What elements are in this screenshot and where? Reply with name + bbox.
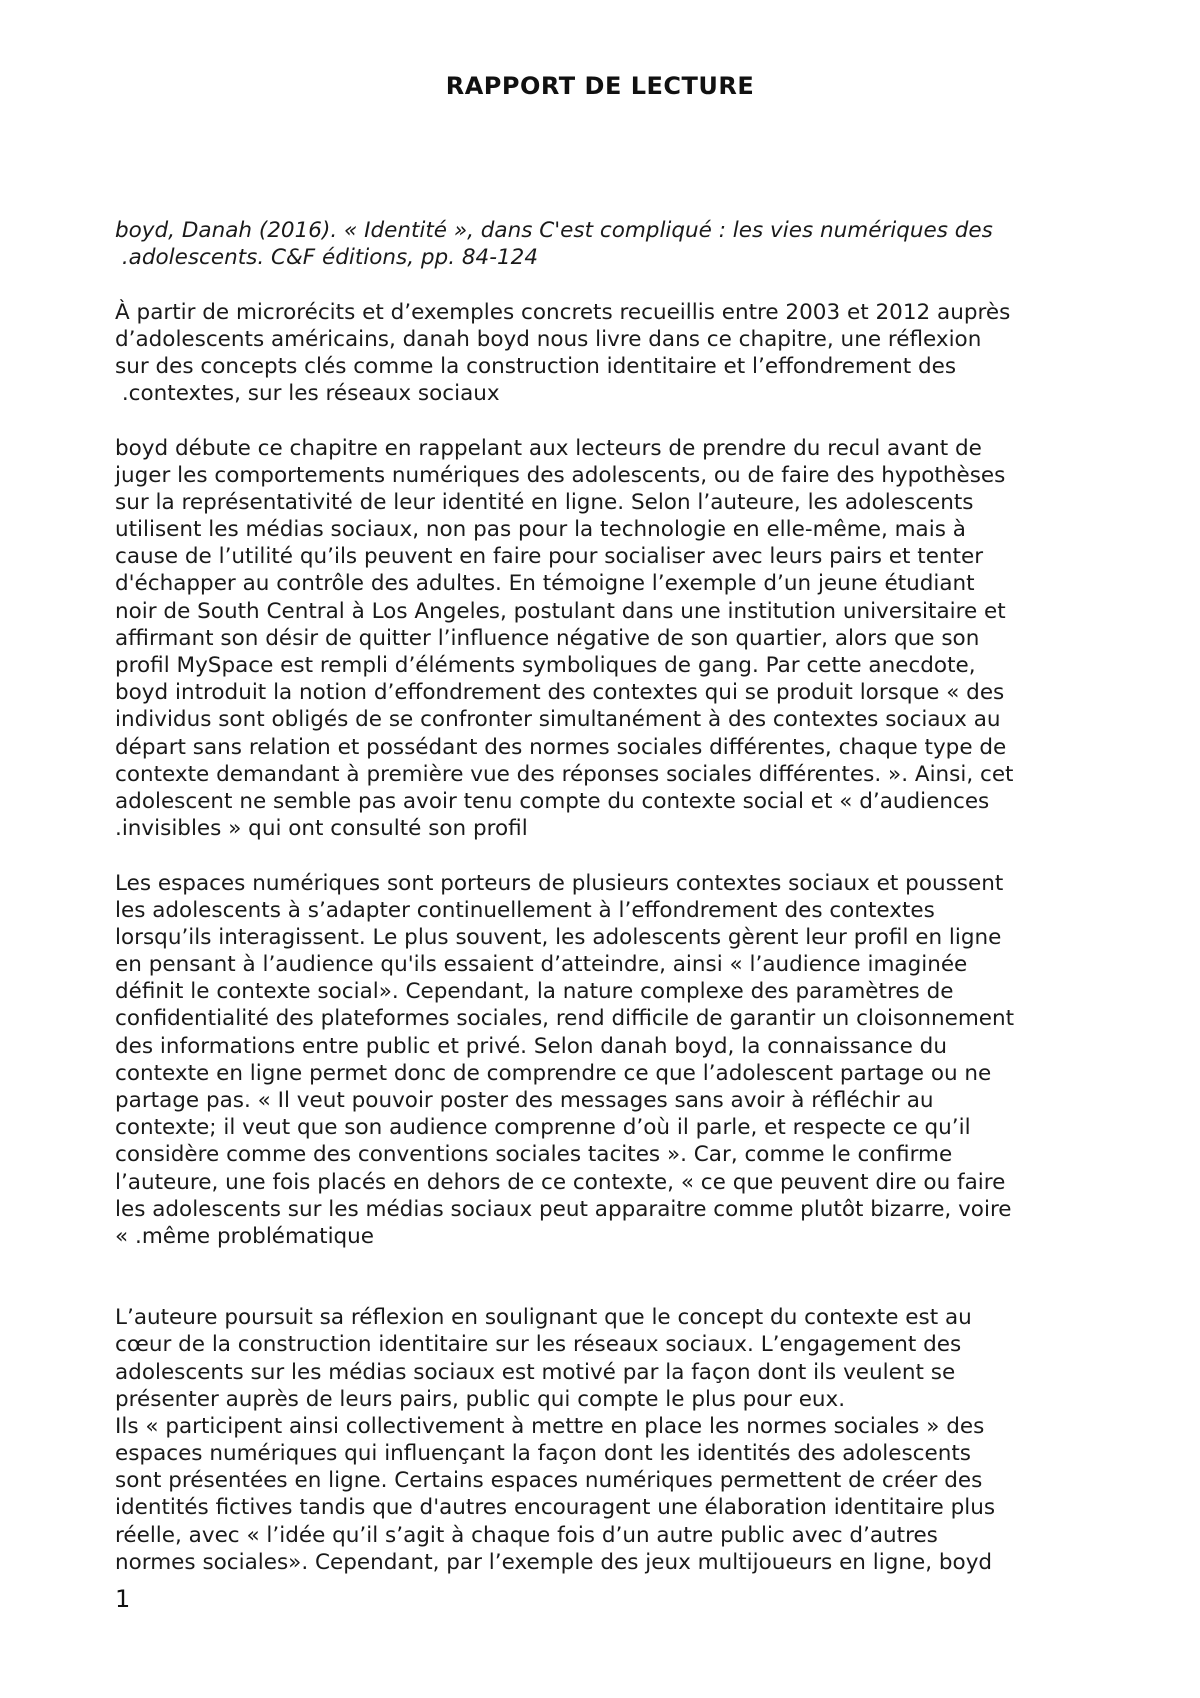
text-line: d'échapper au contrôle des adultes. En témoigne l’exemple d’un jeune étudiant <box>115 571 975 597</box>
document-body <box>115 217 1095 1576</box>
text-line: affirmant son désir de quitter l’influence négative de son quartier, alors que son <box>115 625 980 651</box>
text-line: les adolescents à s’adapter continuellement à l’effondrement des contextes <box>115 897 935 923</box>
page-number: 1 <box>115 1585 131 1613</box>
text-line: contexte en ligne permet donc de comprendre ce que l’adolescent partage ou ne <box>115 1060 992 1086</box>
text-line: sur des concepts clés comme la construction identitaire et l’effondrement des <box>115 353 957 379</box>
paragraph-4 <box>115 1304 1095 1576</box>
text-line: cause de l’utilité qu’ils peuvent en faire pour socialiser avec leurs pairs et tenter <box>115 544 984 570</box>
citation <box>115 217 1095 271</box>
text-line: .contextes, sur les réseaux sociaux <box>115 381 500 407</box>
document-title: RAPPORT DE LECTURE <box>445 72 755 100</box>
text-line: en pensant à l’audience qu'ils essaient d’atteindre, ainsi « l’audience imaginée <box>115 952 968 978</box>
text-line: utilisent les médias sociaux, non pas pour la technologie en elle-même, mais à <box>115 517 966 543</box>
text-line: adolescents sur les médias sociaux est motivé par la façon dont ils veulent se <box>115 1359 956 1385</box>
text-line: noir de South Central à Los Angeles, postulant dans une institution universitaire et <box>115 598 1006 624</box>
text-line: présenter auprès de leurs pairs, public qui compte le plus pour eux. <box>115 1386 846 1412</box>
text-line: confidentialité des plateformes sociales, rend difficile de garantir un cloisonnement <box>115 1006 1015 1032</box>
text-line: définit le contexte social». Cependant, la nature complexe des paramètres de <box>115 979 954 1005</box>
text-line: identités fictives tandis que d'autres encouragent une élaboration identitaire plus <box>115 1495 996 1521</box>
text-line: sur la représentativité de leur identité en ligne. Selon l’auteure, les adolescents <box>115 489 974 515</box>
text-line: partage pas. « Il veut pouvoir poster des messages sans avoir à réfléchir au <box>115 1088 934 1113</box>
text-line: contexte demandant à première vue des réponses sociales différentes. ». Ainsi, cet <box>115 761 1014 787</box>
text-line: départ sans relation et possédant des normes sociales différentes, chaque type de <box>115 734 1007 760</box>
text-line: contexte; il veut que son audience comprenne d’où il parle, et respecte ce qu’il <box>115 1115 971 1141</box>
text-line: À partir de microrécits et d’exemples concrets recueillis entre 2003 et 2012 auprès <box>115 299 1011 325</box>
text-line: Les espaces numériques sont porteurs de plusieurs contextes sociaux et poussent <box>115 870 1004 896</box>
text-line: des informations entre public et privé. Selon danah boyd, la connaissance du <box>115 1033 947 1059</box>
text-line: cœur de la construction identitaire sur les réseaux sociaux. L’engagement des <box>115 1332 962 1358</box>
text-line: adolescent ne semble pas avoir tenu compte du contexte social et « d’audiences <box>115 788 990 814</box>
paragraph-1 <box>115 299 1095 408</box>
text-line: espaces numériques qui influençant la façon dont les identités des adolescents <box>115 1441 971 1467</box>
text-line: Ils « participent ainsi collectivement à mettre en place les normes sociales » des <box>115 1413 985 1439</box>
paragraph-3 <box>115 870 1095 1251</box>
text-line: sont présentées en ligne. Certains espaces numériques permettent de créer des <box>115 1468 983 1494</box>
text-line: les adolescents sur les médias sociaux peut apparaitre comme plutôt bizarre, voire <box>115 1196 1012 1222</box>
text-line: L’auteure poursuit sa réflexion en soulignant que le concept du contexte est au <box>115 1305 972 1331</box>
text-line: l’auteure, une fois placés en dehors de ce contexte, « ce que peuvent dire ou faire <box>115 1169 1006 1195</box>
text-line: réelle, avec « l’idée qu’il s’agit à chaque fois d’un autre public avec d’autres <box>115 1522 938 1548</box>
text-line: « .même problématique <box>115 1223 375 1249</box>
text-line: boyd débute ce chapitre en rappelant aux lecteurs de prendre du recul avant de <box>115 435 982 461</box>
paragraph-2 <box>115 435 1095 843</box>
text-line: boyd introduit la notion d’effondrement des contextes qui se produit lorsque « des <box>115 680 1005 706</box>
text-line: lorsqu’ils interagissent. Le plus souvent, les adolescents gèrent leur profil en ligne <box>115 924 1002 950</box>
text-line: d’adolescents américains, danah boyd nous livre dans ce chapitre, une réflexion <box>115 326 982 352</box>
text-line: .invisibles » qui ont consulté son profil <box>115 816 528 842</box>
text-line: profil MySpace est rempli d’éléments symboliques de gang. Par cette anecdote, <box>115 653 976 678</box>
text-line: normes sociales». Cependant, par l’exemple des jeux multijoueurs en ligne, boyd <box>115 1549 993 1575</box>
text-line: individus sont obligés de se confronter simultanément à des contextes sociaux au <box>115 707 1001 733</box>
text-line: considère comme des conventions sociales tacites ». Car, comme le confirme <box>115 1142 953 1168</box>
text-line: juger les comportements numériques des adolescents, ou de faire des hypothèses <box>115 462 1006 488</box>
citation-line: boyd, Danah (2016). « Identité », dans C'est compliqué : les vies numériques des <box>115 218 993 243</box>
citation-line: .adolescents. C&F éditions, pp. 84-124 <box>115 245 539 271</box>
